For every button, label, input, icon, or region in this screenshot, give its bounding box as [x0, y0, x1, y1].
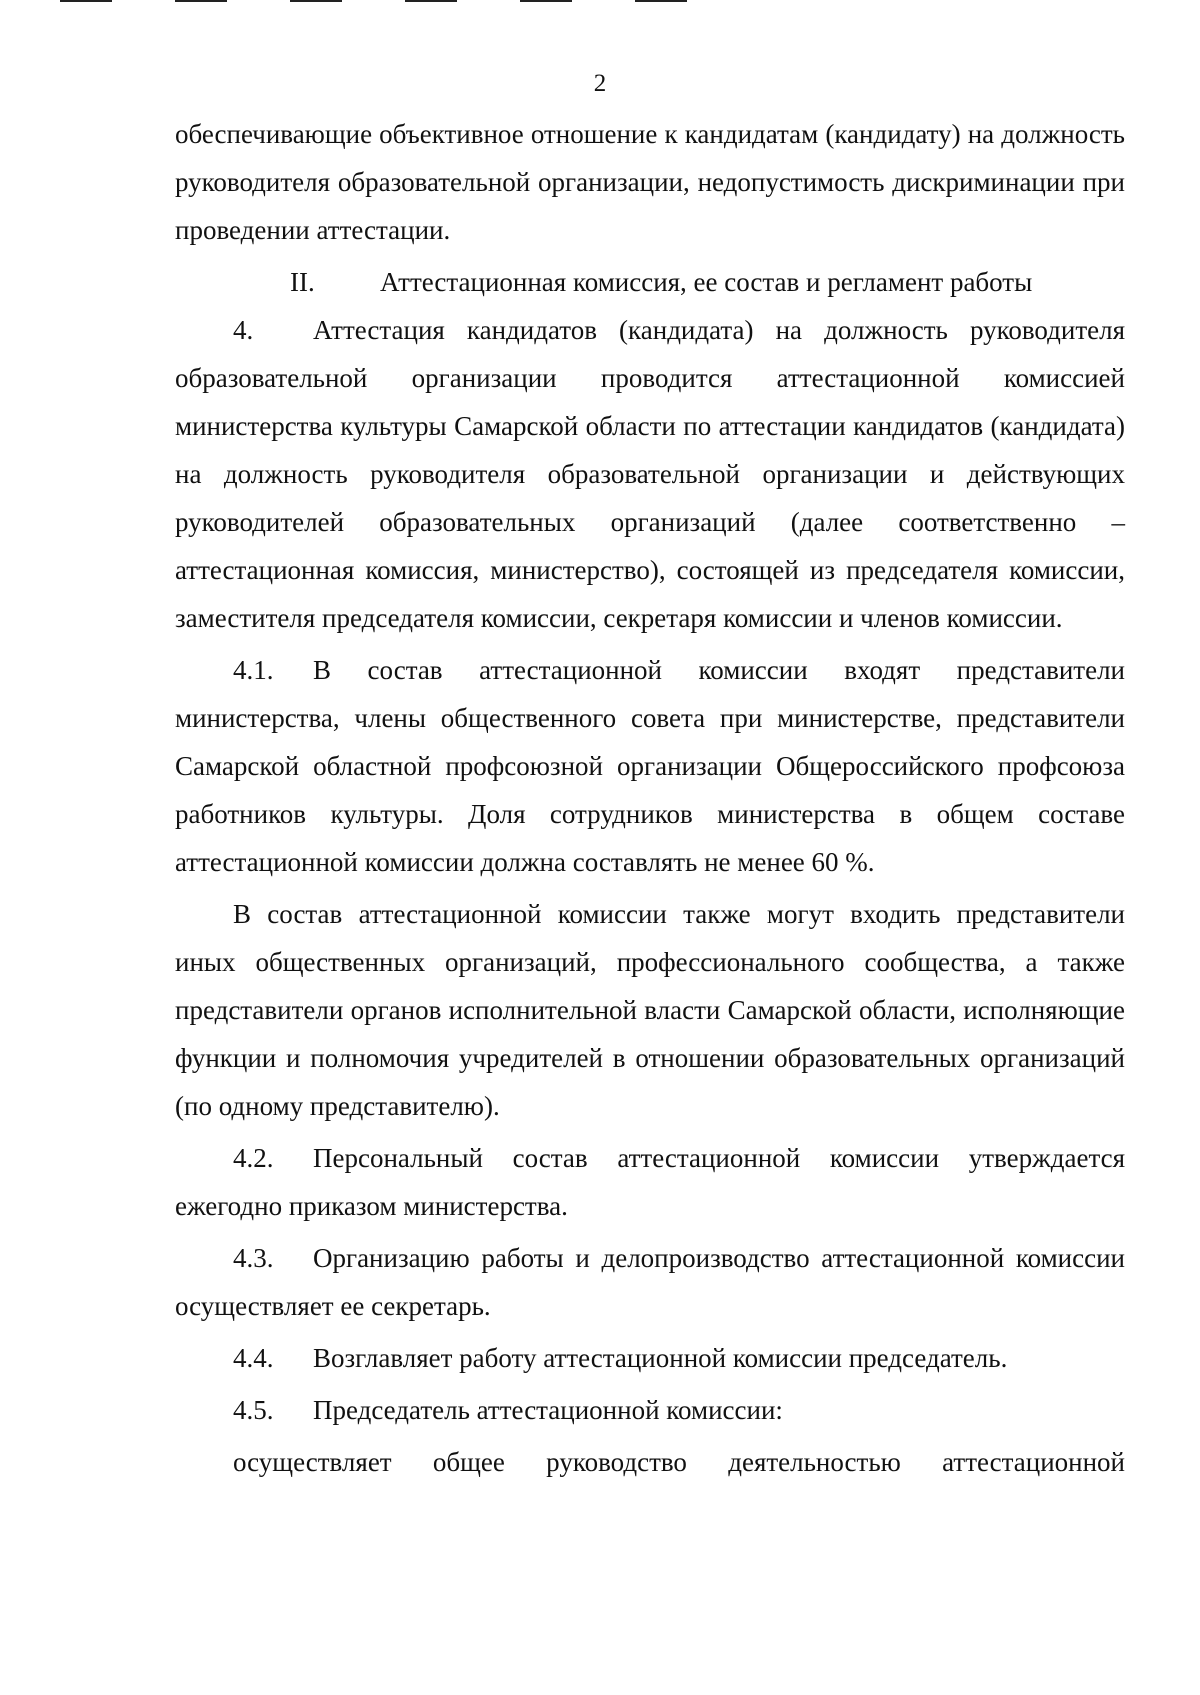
scan-mark — [290, 0, 342, 2]
paragraph-intro: обеспечивающие объективное отношение к кандидатам (кандидату) на должность руководителя образовательной организации, недопустимость дискриминации при проведении аттестации. — [175, 119, 1125, 245]
scan-mark — [175, 0, 227, 2]
paragraph-item-4-5 — [175, 1386, 1125, 1434]
scan-edge-marks — [0, 0, 1200, 4]
section-title: Аттестационная комиссия, ее состав и регламент работы — [380, 267, 1033, 297]
item-number: 4.5. — [233, 1395, 274, 1425]
item-number: 4. — [233, 315, 254, 345]
item-text: Организацию работы и делопроизводство аттестационной комиссии осуществляет ее секретарь. — [175, 1243, 1125, 1321]
document-body — [175, 110, 1125, 1486]
item-text: Аттестация кандидатов (кандидата) на должность руководителя образовательной организации проводится аттестационной комиссией министерства культуры Самарской области по аттестации кандидатов (кандидата) на должность руководителя образовательной организации и действующих руководителей образовательных организаций (далее соответственно – аттестационная комиссия, министерство), состоящей из председателя комиссии, заместителя председателя комиссии, секретаря комиссии и членов комиссии. — [175, 315, 1125, 633]
scan-mark — [635, 0, 687, 2]
item-number: 4.3. — [233, 1243, 274, 1273]
item-number: 4.2. — [233, 1143, 274, 1173]
item-number: 4.1. — [233, 655, 274, 685]
item-number: 4.4. — [233, 1343, 274, 1373]
item-text: В состав аттестационной комиссии входят представители министерства, члены общественного совета при министерстве, представители Самарской областной профсоюзной организации Общероссийского профсоюза работников культуры. Доля сотрудников министерства в общем составе аттестационной комиссии должна составлять не менее 60 %. — [175, 655, 1125, 877]
scan-mark — [520, 0, 572, 2]
scan-mark — [60, 0, 112, 2]
scan-mark — [405, 0, 457, 2]
paragraph-after-4-1: В состав аттестационной комиссии также могут входить представители иных общественных организаций, профессионального сообщества, а также представители органов исполнительной власти Самарской области, исполняющие функции и полномочия учредителей в отношении образовательных организаций (по одному представителю). — [175, 899, 1125, 1121]
item-text: Возглавляет работу аттестационной комиссии председатель. — [313, 1343, 1008, 1373]
paragraph-item-4-2 — [175, 1134, 1125, 1230]
section-number: II. — [290, 267, 315, 297]
paragraph-item-4-3 — [175, 1234, 1125, 1330]
section-heading — [175, 258, 1125, 306]
item-text: Персональный состав аттестационной комиссии утверждается ежегодно приказом министерства. — [175, 1143, 1125, 1221]
paragraph-item-4 — [175, 306, 1125, 642]
page-number: 2 — [593, 70, 607, 97]
paragraph-last: осуществляет общее руководство деятельностью аттестационной — [233, 1447, 1125, 1477]
paragraph-item-4-1 — [175, 646, 1125, 886]
paragraph-item-4-4 — [175, 1334, 1125, 1382]
item-text: Председатель аттестационной комиссии: — [313, 1395, 783, 1425]
